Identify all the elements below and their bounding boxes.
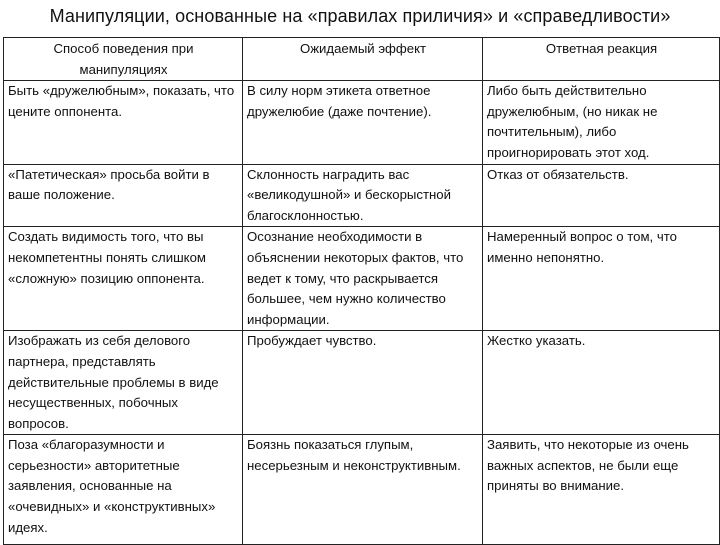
table-row	[4, 227, 720, 331]
cell-effect: В силу норм этикета ответное дружелюбие (даже почтение).	[243, 81, 483, 164]
cell-response: Жестко указать.	[483, 331, 720, 435]
cell-response: Отказ от обязательств.	[483, 164, 720, 227]
cell-method: Изображать из себя делового партнера, представлять действительные проблемы в виде несущественных, побочных вопросов.	[4, 331, 243, 435]
table-row	[4, 164, 720, 227]
cell-effect: Осознание необходимости в объяснении некоторых фактов, что ведет к тому, что раскрывается большее, чем нужно количество информации.	[243, 227, 483, 331]
table-header-row	[4, 38, 720, 81]
cell-response: Намеренный вопрос о том, что именно непонятно.	[483, 227, 720, 331]
cell-response: Заявить, что некоторые из очень важных аспектов, не были еще приняты во внимание.	[483, 435, 720, 545]
cell-method: «Патетическая» просьба войти в ваше положение.	[4, 164, 243, 227]
header-method: Способ поведения при манипуляциях	[4, 38, 243, 81]
table-row	[4, 81, 720, 164]
cell-method: Создать видимость того, что вы некомпетентны понять слишком «сложную» позицию оппонента.	[4, 227, 243, 331]
cell-method: Быть «дружелюбным», показать, что цените оппонента.	[4, 81, 243, 164]
table-row	[4, 435, 720, 545]
cell-effect: Пробуждает чувство.	[243, 331, 483, 435]
cell-effect: Склонность наградить вас «великодушной» и бескорыстной благосклонностью.	[243, 164, 483, 227]
cell-response: Либо быть действительно дружелюбным, (но никак не почтительным), либо проигнорировать этот ход.	[483, 81, 720, 164]
header-effect: Ожидаемый эффект	[243, 38, 483, 81]
page-title: Манипуляции, основанные на «правилах приличия» и «справедливости»	[49, 6, 671, 26]
cell-method: Поза «благоразумности и серьезности» авторитетные заявления, основанные на «очевидных» и «конструктивных» идеях.	[4, 435, 243, 545]
cell-effect: Боязнь показаться глупым, несерьезным и неконструктивным.	[243, 435, 483, 545]
manipulation-table	[3, 37, 720, 545]
table-row	[4, 331, 720, 435]
header-response: Ответная реакция	[483, 38, 720, 81]
